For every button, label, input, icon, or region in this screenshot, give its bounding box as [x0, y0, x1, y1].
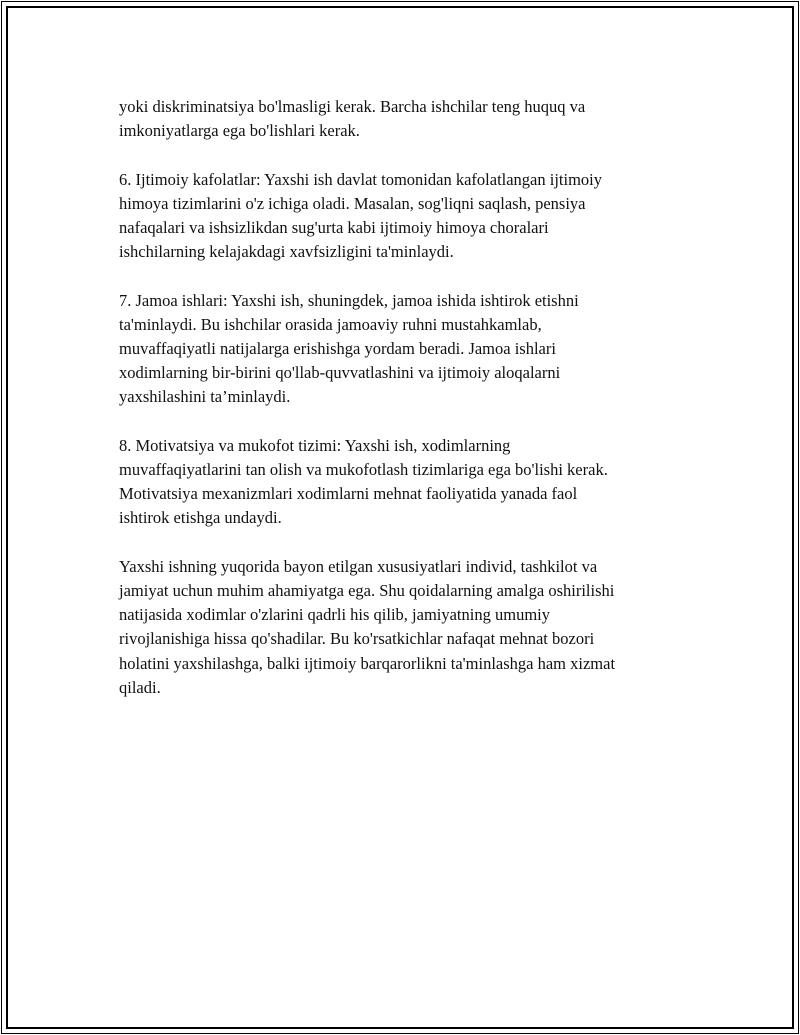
paragraph-conclusion: Yaxshi ishning yuqorida bayon etilgan xususiyatlari individ, tashkilot va jamiyat uchun muhim ahamiyatga ega. Shu qoidalarning amalga oshirilishi natijasida xodimlar o'zlarini qadrli his qilib, jamiyatning umumiy rivojlanishiga hissa qo'shadilar. Bu ko'rsatkichlar nafaqat mehnat bozori holatini yaxshilashga, balki ijtimoiy barqarorlikni ta'minlashga ham xizmat qiladi. [119, 556, 616, 697]
document-body [119, 95, 679, 724]
paragraph-social-guarantees: 6. Ijtimoiy kafolatlar: Yaxshi ish davlat tomonidan kafolatlangan ijtimoiy himoya tizimlarini o'z ichiga oladi. Masalan, sog'liqni saqlash, pensiya nafaqalari va ishsizlikdan sug'urta kabi ijtimoiy himoya choralari ishchilarning kelajakdagi xavfsizligini ta'minlaydi. [119, 169, 603, 262]
document-page [1, 1, 799, 1034]
paragraph-teamwork: 7. Jamoa ishlari: Yaxshi ish, shuningdek, jamoa ishida ishtirok etishni ta'minlaydi. Bu ishchilar orasida jamoaviy ruhni mustahkamlab, muvaffaqiyatli natijalarga erishishga yordam beradi. Jamoa ishlari xodimlarning bir-birini qo'llab-quvvatlashini va ijtimoiy aloqalarni yaxshilashini ta’minlaydi. [119, 290, 579, 407]
paragraph-motivation: 8. Motivatsiya va mukofot tizimi: Yaxshi ish, xodimlarning muvaffaqiyatlarini tan olish va mukofotlash tizimlariga ega bo'lishi kerak. Motivatsiya mexanizmlari xodimlarni mehnat faoliyatida yanada faol ishtirok etishga undaydi. [119, 435, 608, 528]
paragraph-continuation: yoki diskriminatsiya bo'lmasligi kerak. Barcha ishchilar teng huquq va imkoniyatlarga ega bo'lishlari kerak. [119, 97, 586, 141]
